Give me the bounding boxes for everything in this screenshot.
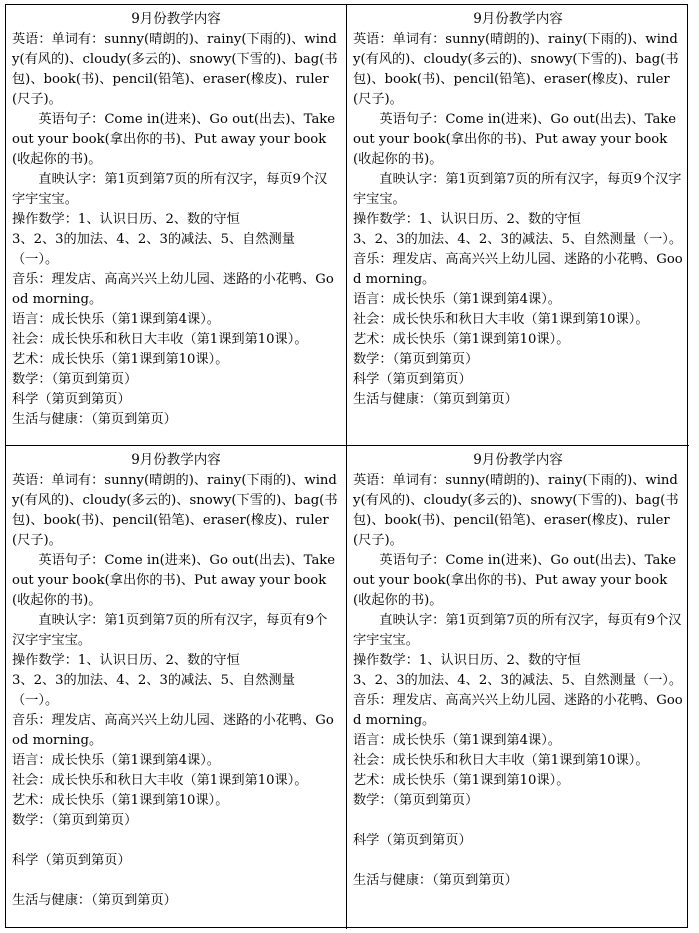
cell-title: 9月份教学内容 bbox=[131, 11, 221, 27]
music: 音乐：理发店、高高兴兴上幼儿园、迷路的小花鸭、Good morning。 bbox=[12, 713, 334, 748]
table-cell-top-right bbox=[347, 5, 689, 446]
health: 生活与健康：（第页到第页） bbox=[12, 893, 177, 908]
english-sentences: 英语句子：Come in(进来)、Go out(出去)、Take out your book(拿出你的书)、Put away your book(收起你的书)。 bbox=[353, 112, 677, 167]
blank-line bbox=[12, 831, 340, 851]
table-cell-bottom-left bbox=[6, 446, 347, 929]
music: 音乐：理发店、高高兴兴上幼儿园、迷路的小花鸭、Good morning。 bbox=[12, 272, 334, 307]
operation-math: 操作数学：1、认识日历、2、数的守恒 bbox=[12, 653, 240, 668]
operation-math: 操作数学：1、认识日历、2、数的守恒 bbox=[12, 212, 240, 227]
operation-math: 操作数学：1、认识日历、2、数的守恒 bbox=[353, 653, 581, 668]
blank-line bbox=[12, 871, 340, 891]
language: 语言：成长快乐（第1课到第4课）。 bbox=[12, 753, 220, 768]
society: 社会：成长快乐和秋日大丰收（第1课到第10课）。 bbox=[12, 773, 308, 788]
health: 生活与健康：（第页到第页） bbox=[12, 412, 177, 427]
english-sentences: 英语句子：Come in(进来)、Go out(出去)、Take out your book(拿出你的书)、Put away your book(收起你的书)。 bbox=[353, 553, 677, 608]
math: 数学：（第页到第页） bbox=[12, 372, 138, 387]
english-sentences: 英语句子：Come in(进来)、Go out(出去)、Take out your book(拿出你的书)、Put away your book(收起你的书)。 bbox=[12, 553, 336, 608]
society: 社会：成长快乐和秋日大丰收（第1课到第10课）。 bbox=[353, 312, 649, 327]
english-words: 英语：单词有：sunny(晴朗的)、rainy(下雨的)、windy(有风的)、cloudy(多云的)、snowy(下雪的)、bag(书包)、book(书)、pencil(铅笔)、eraser(橡皮)、ruler(尺子)。 bbox=[12, 32, 338, 107]
table-cell-bottom-right bbox=[347, 446, 689, 929]
english-words: 英语：单词有：sunny(晴朗的)、rainy(下雨的)、windy(有风的)、cloudy(多云的)、snowy(下雪的)、bag(书包)、book(书)、pencil(铅笔)、eraser(橡皮)、ruler(尺子)。 bbox=[12, 473, 338, 548]
english-sentences: 英语句子：Come in(进来)、Go out(出去)、Take out your book(拿出你的书)、Put away your book(收起你的书)。 bbox=[12, 112, 336, 167]
math: 数学：（第页到第页） bbox=[353, 793, 479, 808]
operation-math-items: 3、2、3的加法、4、2、3的减法、5、自然测量（一）。 bbox=[12, 232, 295, 267]
cell-title: 9月份教学内容 bbox=[473, 452, 563, 468]
operation-math-items: 3、2、3的加法、4、2、3的减法、5、自然测量（一）。 bbox=[353, 673, 683, 688]
operation-math: 操作数学：1、认识日历、2、数的守恒 bbox=[353, 212, 581, 227]
cell-title: 9月份教学内容 bbox=[131, 452, 221, 468]
operation-math-items: 3、2、3的加法、4、2、3的减法、5、自然测量（一）。 bbox=[12, 673, 295, 708]
chinese-reading: 直映认字：第1页到第7页的所有汉字，每页有9个汉字宇宝宝。 bbox=[353, 613, 682, 648]
language: 语言：成长快乐（第1课到第4课）。 bbox=[353, 292, 561, 307]
cell-title: 9月份教学内容 bbox=[473, 11, 563, 27]
science: 科学（第页到第页） bbox=[12, 392, 131, 407]
table-cell-top-left bbox=[6, 5, 347, 446]
society: 社会：成长快乐和秋日大丰收（第1课到第10课）。 bbox=[353, 753, 649, 768]
operation-math-items: 3、2、3的加法、4、2、3的减法、5、自然测量（一）。 bbox=[353, 232, 683, 247]
science: 科学（第页到第页） bbox=[12, 853, 131, 868]
blank-line bbox=[353, 811, 683, 831]
art: 艺术：成长快乐（第1课到第10课）。 bbox=[12, 352, 229, 367]
health: 生活与健康：（第页到第页） bbox=[353, 873, 518, 888]
math: 数学：（第页到第页） bbox=[12, 813, 138, 828]
math: 数学：（第页到第页） bbox=[353, 352, 479, 367]
chinese-reading: 直映认字：第1页到第7页的所有汉字，每页9个汉字宇宝宝。 bbox=[12, 172, 328, 207]
language: 语言：成长快乐（第1课到第4课）。 bbox=[353, 733, 561, 748]
lesson-plan-table bbox=[5, 4, 688, 928]
blank-line bbox=[353, 851, 683, 871]
english-words: 英语：单词有：sunny(晴朗的)、rainy(下雨的)、windy(有风的)、cloudy(多云的)、snowy(下雪的)、bag(书包)、book(书)、pencil(铅笔)、eraser(橡皮)、ruler(尺子)。 bbox=[353, 473, 679, 548]
art: 艺术：成长快乐（第1课到第10课）。 bbox=[353, 773, 570, 788]
language: 语言：成长快乐（第1课到第4课）。 bbox=[12, 312, 220, 327]
art: 艺术：成长快乐（第1课到第10课）。 bbox=[353, 332, 570, 347]
chinese-reading: 直映认字：第1页到第7页的所有汉字，每页9个汉字宇宝宝。 bbox=[353, 172, 682, 207]
music: 音乐：理发店、高高兴兴上幼儿园、迷路的小花鸭、Good morning。 bbox=[353, 693, 683, 728]
science: 科学（第页到第页） bbox=[353, 372, 472, 387]
society: 社会：成长快乐和秋日大丰收（第1课到第10课）。 bbox=[12, 332, 308, 347]
health: 生活与健康：（第页到第页） bbox=[353, 392, 518, 407]
art: 艺术：成长快乐（第1课到第10课）。 bbox=[12, 793, 229, 808]
chinese-reading: 直映认字：第1页到第7页的所有汉字，每页有9个汉字宇宝宝。 bbox=[12, 613, 328, 648]
science: 科学（第页到第页） bbox=[353, 833, 472, 848]
music: 音乐：理发店、高高兴兴上幼儿园、迷路的小花鸭、Good morning。 bbox=[353, 252, 683, 287]
english-words: 英语：单词有：sunny(晴朗的)、rainy(下雨的)、windy(有风的)、cloudy(多云的)、snowy(下雪的)、bag(书包)、book(书)、pencil(铅笔)、eraser(橡皮)、ruler(尺子)。 bbox=[353, 32, 679, 107]
